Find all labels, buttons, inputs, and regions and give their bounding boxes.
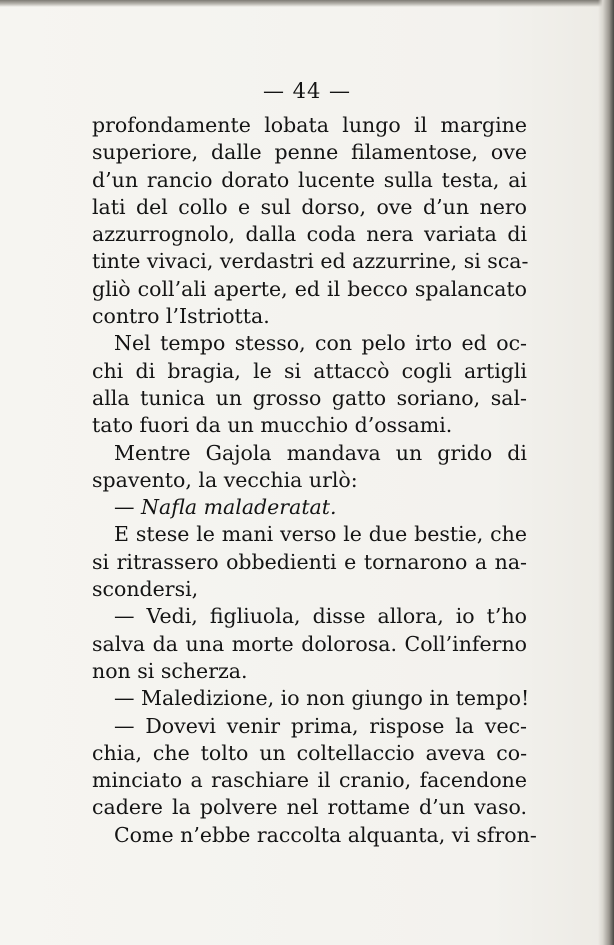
text-line: — Vedi, figliuola, disse allora, io t’ho [114, 604, 527, 629]
text-line: Mentre Gajola mandava un grido di [114, 440, 527, 465]
text-line: chi di bragia, le si attaccò cogli artigli [92, 358, 527, 383]
text-line: — Maledizione, io non giungo in tempo! [114, 686, 530, 711]
text-line: minciato a raschiare il cranio, facendone [92, 768, 527, 793]
text-line: Nel tempo stesso, con pelo irto ed oc- [114, 331, 527, 356]
text-line: salva da una morte dolorosa. Coll’inferno [92, 631, 527, 656]
text-line: si ritrassero obbedienti e tornarono a na- [92, 549, 527, 574]
italic-phrase: Nafla maladeratat. [141, 495, 337, 520]
text-line: — Dovevi venir prima, rispose la vec- [114, 713, 527, 738]
text-line: profondamente lobata lungo il margine [92, 113, 527, 137]
text-line: cadere la polvere nel rottame d’un vaso. [92, 795, 527, 820]
text-line: Come n’ebbe raccolta alquanta, vi sfron- [114, 822, 537, 847]
body-text [92, 112, 537, 849]
text-line: contro l’Istriotta. [92, 304, 270, 329]
text-line: d’un rancio dorato lucente sulla testa, ai [92, 167, 527, 192]
text-line: lati del collo e sul dorso, ove d’un nero [92, 194, 527, 219]
text-line: non si scherza. [92, 658, 248, 683]
text-line: chia, che tolto un coltellaccio aveva co- [92, 740, 527, 765]
text-line: tato fuori da un mucchio d’ossami. [92, 413, 453, 438]
text-line: alla tunica un grosso gatto soriano, sal- [92, 385, 527, 410]
text-line: azzurrognolo, dalla coda nera variata di [92, 222, 527, 247]
text-line: superiore, dalle penne filamentose, ove [92, 140, 527, 165]
text-line: scondersi, [92, 577, 199, 602]
page-binding-shadow [598, 0, 614, 945]
dialogue-line [92, 494, 527, 521]
page-top-shadow [0, 0, 614, 7]
text-line: E stese le mani verso le due bestie, che [114, 522, 527, 547]
text-line: tinte vivaci, verdastri ed azzurrine, si sca- [92, 249, 529, 274]
text-line: gliò coll’ali aperte, ed il becco spalancato [92, 276, 527, 301]
page-number: — 44 — [262, 79, 352, 103]
text-line: spavento, la vecchia urlò: [92, 467, 358, 492]
em-dash: — [114, 495, 135, 520]
